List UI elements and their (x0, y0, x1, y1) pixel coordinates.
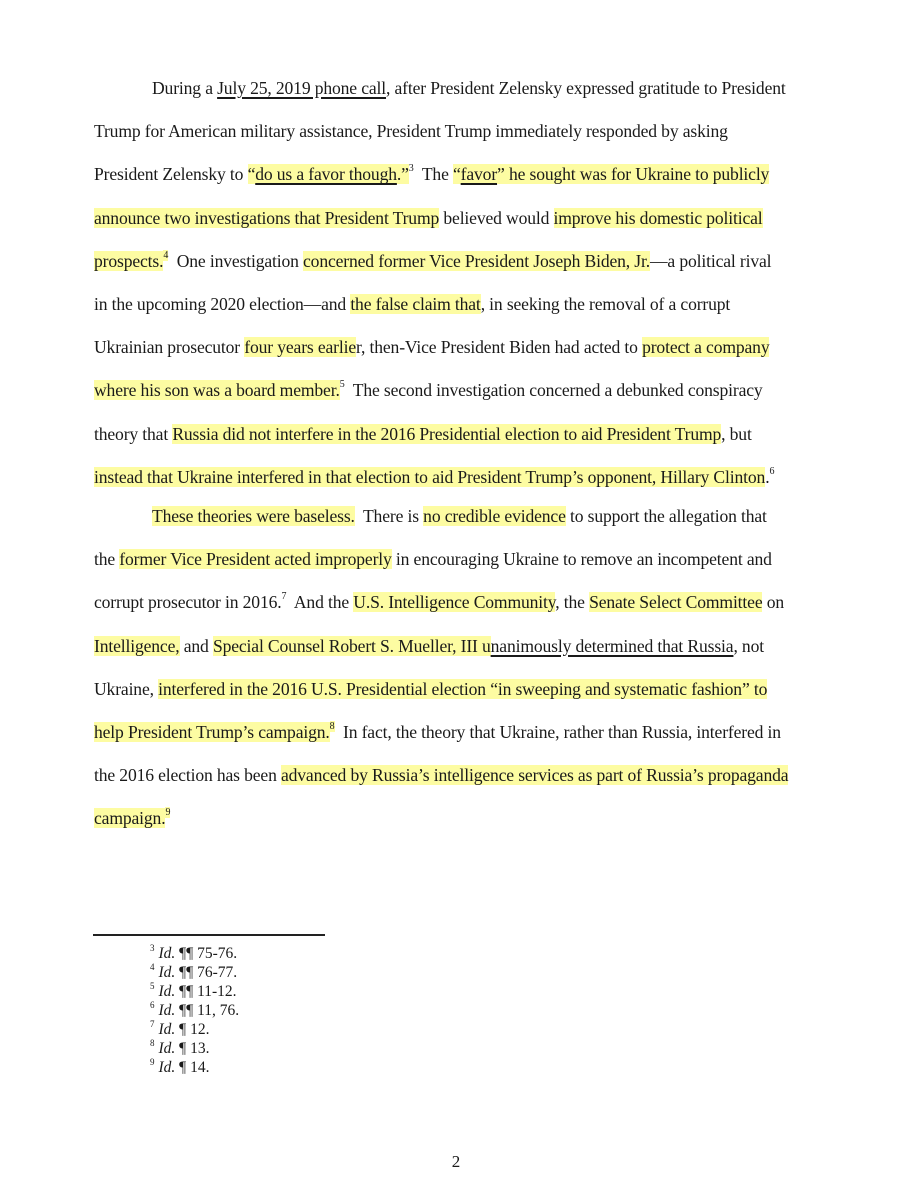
highlighted-text: These theories were baseless. (152, 506, 355, 526)
footnote-cite: Id. (158, 945, 176, 962)
highlighted-text: no credible evidence (423, 506, 566, 526)
footnote-separator (93, 934, 325, 936)
footnote-text: ¶¶ 11-12. (175, 983, 237, 1000)
text-run: , not (733, 635, 764, 656)
text-run: nanimously determined that Russia (490, 635, 734, 656)
highlighted-text: instead that Ukraine interfered in that election to aid President Trump’s opponent, Hillary Clinton (94, 466, 766, 487)
highlighted-text: “ (247, 164, 256, 185)
text-line (152, 76, 786, 100)
footnote-reference: 7 (281, 591, 287, 603)
text-run: July 25, 2019 phone call (217, 78, 387, 98)
highlighted-text: four years earlie (244, 337, 357, 358)
text-run: corrupt prosecutor in 2016. (94, 592, 282, 613)
footnote (150, 1002, 239, 1020)
footnote-cite: Id. (158, 1059, 176, 1076)
highlighted-text: concerned former Vice President Joseph Biden, Jr. (303, 250, 650, 271)
text-run: —a political rival (649, 250, 772, 271)
text-line (94, 422, 752, 446)
footnote (150, 983, 237, 1001)
footnote-text: ¶¶ 11, 76. (175, 1002, 240, 1019)
footnote-text: ¶ 13. (175, 1040, 210, 1057)
text-run: There is (354, 506, 424, 526)
text-run: In fact, the theory that Ukraine, rather than Russia, interfered in (334, 722, 781, 742)
text-run: President Zelensky to (94, 164, 248, 185)
text-line (94, 547, 772, 571)
text-line (94, 677, 767, 701)
footnote (150, 1059, 209, 1077)
text-line (94, 162, 769, 186)
text-run: and (179, 635, 213, 656)
footnote-number: 6 (150, 1000, 155, 1010)
footnote-number: 5 (150, 981, 155, 991)
highlighted-text: the false claim that (350, 294, 481, 314)
text-line (94, 590, 784, 614)
text-run: believed would (439, 207, 554, 228)
highlighted-text: “ (453, 164, 461, 185)
text-line (94, 335, 769, 359)
text-run: One investigation (168, 250, 304, 271)
text-run: , in seeking the removal of a corrupt (480, 294, 731, 314)
footnote-number: 7 (150, 1019, 155, 1029)
highlighted-text: do us a favor though (255, 164, 397, 185)
highlighted-text: favor (460, 164, 498, 185)
highlighted-text: ” he sought was for Ukraine to publicly (497, 164, 770, 185)
text-run: in encouraging Ukraine to remove an incompetent and (391, 549, 772, 570)
highlighted-text: Russia did not interfere in the 2016 Presidential election to aid President Trump (172, 423, 722, 444)
text-run: The second investigation concerned a debunked conspiracy (344, 380, 763, 401)
footnote-cite: Id. (158, 983, 176, 1000)
footnote-text: ¶ 12. (175, 1021, 210, 1038)
text-run: The (413, 164, 453, 185)
footnote (150, 1040, 209, 1058)
footnote (150, 964, 237, 982)
footnote (150, 945, 237, 963)
page-number: 2 (451, 1152, 461, 1171)
text-run: And the (286, 592, 354, 613)
footnote-cite: Id. (158, 964, 176, 981)
highlighted-text: U.S. Intelligence Community (353, 592, 556, 613)
highlighted-text: Senate Select Committee (589, 592, 763, 613)
text-run: . (765, 466, 770, 487)
footnote-cite: Id. (158, 1002, 176, 1019)
footnote-reference: 3 (408, 163, 414, 175)
text-run: During a (152, 78, 218, 98)
text-line (94, 634, 764, 658)
text-line (94, 806, 170, 830)
footnote-number: 9 (150, 1057, 155, 1067)
text-run: on (762, 592, 785, 613)
highlighted-text: .” (396, 164, 409, 185)
text-run: theory that (94, 423, 173, 444)
text-line (94, 249, 771, 273)
highlighted-text: protect a company (642, 337, 770, 358)
highlighted-text: former Vice President acted improperly (119, 549, 392, 570)
text-run: Ukrainian prosecutor (94, 337, 245, 358)
highlighted-text: help President Trump’s campaign. (94, 722, 330, 742)
footnote-cite: Id. (158, 1040, 176, 1057)
text-line (94, 206, 763, 230)
text-run: Trump for American military assistance, President Trump immediately responded by asking (94, 121, 728, 142)
highlighted-text: interfered in the 2016 U.S. Presidential election “in sweeping and systematic fashion” to (158, 678, 768, 699)
footnote-cite: Id. (158, 1021, 176, 1038)
highlighted-text: improve his domestic political (553, 207, 763, 228)
footnote-text: ¶¶ 76-77. (175, 964, 238, 981)
highlighted-text: prospects. (94, 250, 164, 271)
text-run: r, then-Vice President Biden had acted to (356, 337, 643, 358)
text-run: to support the allegation that (565, 506, 767, 526)
text-line (94, 119, 728, 143)
text-run: in the upcoming 2020 election—and (94, 294, 351, 314)
text-run: Ukraine, (94, 678, 159, 699)
text-line (94, 720, 781, 744)
footnote-reference: 9 (165, 807, 171, 819)
text-run: , but (721, 423, 752, 444)
footnote-text: ¶ 14. (175, 1059, 210, 1076)
footnote-number: 4 (150, 962, 155, 972)
text-line (94, 292, 730, 316)
text-line (152, 504, 767, 528)
text-run: the (94, 549, 120, 570)
text-run: , the (555, 592, 590, 613)
text-line (94, 465, 774, 489)
text-run: , after President Zelensky expressed gratitude to President (386, 78, 786, 98)
highlighted-text: campaign. (94, 808, 166, 829)
text-line (94, 378, 763, 402)
footnote-reference: 4 (163, 249, 169, 261)
footnote-number: 8 (150, 1038, 155, 1048)
highlighted-text: announce two investigations that President Trump (94, 207, 440, 228)
highlighted-text: Special Counsel Robert S. Mueller, III u (212, 635, 491, 656)
footnote-reference: 5 (339, 379, 345, 391)
footnote-text: ¶¶ 75-76. (175, 945, 238, 962)
highlighted-text: Intelligence, (94, 635, 180, 656)
highlighted-text: advanced by Russia’s intelligence services as part of Russia’s propaganda (280, 765, 789, 786)
text-line (94, 763, 788, 787)
text-run: the 2016 election has been (94, 765, 281, 786)
highlighted-text: where his son was a board member. (94, 380, 340, 401)
footnote-reference: 8 (329, 721, 335, 732)
footnote (150, 1021, 209, 1039)
footnote-reference: 6 (769, 465, 775, 477)
footnote-number: 3 (150, 943, 155, 953)
